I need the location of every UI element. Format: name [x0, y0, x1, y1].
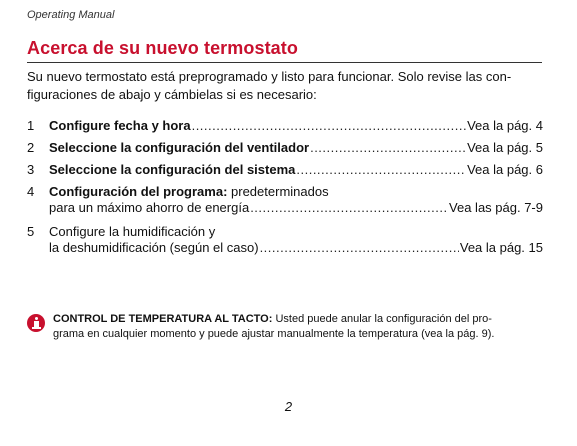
item-line	[49, 140, 543, 156]
item-line	[49, 162, 543, 178]
page-reference: Vea las pág. 7-9	[449, 200, 543, 215]
touch-control-note	[27, 312, 543, 342]
running-header: Operating Manual	[27, 9, 115, 21]
item-label: Seleccione la configuración del ventilador	[49, 140, 310, 155]
item-label: Configure la humidificación y	[49, 224, 216, 239]
item-label: Seleccione la configuración del sistema	[49, 162, 296, 177]
note-text-2: grama en cualquier momento y puede ajustar manualmente la temperatura (vea la pág. 9).	[53, 328, 495, 340]
item-number: 4	[27, 184, 35, 199]
item-number: 1	[27, 118, 35, 133]
item-subtext: la deshumidificación (según el caso)	[49, 240, 259, 255]
dot-leader	[250, 200, 448, 216]
item-line	[49, 184, 543, 200]
list-item	[27, 184, 543, 216]
item-subtext: para un máximo ahorro de energía	[49, 200, 250, 215]
title-divider	[27, 62, 542, 63]
item-line-2	[49, 240, 543, 256]
intro-paragraph	[27, 68, 545, 104]
page-reference: Vea la pág. 6	[467, 162, 543, 177]
item-line	[49, 118, 543, 134]
item-line-2	[49, 200, 543, 216]
item-label-rest: predeterminados	[227, 184, 329, 199]
page-reference: Vea la pág. 15	[459, 240, 543, 255]
item-number: 3	[27, 162, 35, 177]
dot-leader	[260, 240, 459, 256]
list-item	[27, 118, 543, 134]
list-item	[27, 140, 543, 156]
page-number: 2	[284, 399, 293, 414]
dot-leader	[310, 140, 466, 156]
section-title: Acerca de su nuevo termostato	[27, 38, 298, 58]
page-reference: Vea la pág. 4	[467, 118, 543, 133]
setup-checklist	[27, 118, 543, 256]
intro-line-2: figuraciones de abajo y cámbielas si es necesario:	[27, 87, 317, 102]
item-line	[49, 224, 543, 240]
item-number: 2	[27, 140, 35, 155]
info-icon	[27, 314, 45, 332]
intro-line-1: Su nuevo termostato está preprogramado y listo para funcionar. Solo revise las con-	[27, 69, 512, 84]
note-text-1: Usted puede anular la configuración del pro-	[272, 313, 492, 325]
dot-leader	[192, 118, 467, 134]
list-item	[27, 162, 543, 178]
note-text	[53, 312, 543, 342]
item-label: Configuración del programa:	[49, 184, 228, 199]
item-number: 5	[27, 224, 35, 239]
list-item	[27, 224, 543, 256]
dot-leader	[296, 162, 466, 178]
item-label: Configure fecha y hora	[49, 118, 191, 133]
page-reference: Vea la pág. 5	[467, 140, 543, 155]
note-label: CONTROL DE TEMPERATURA AL TACTO:	[53, 313, 273, 325]
